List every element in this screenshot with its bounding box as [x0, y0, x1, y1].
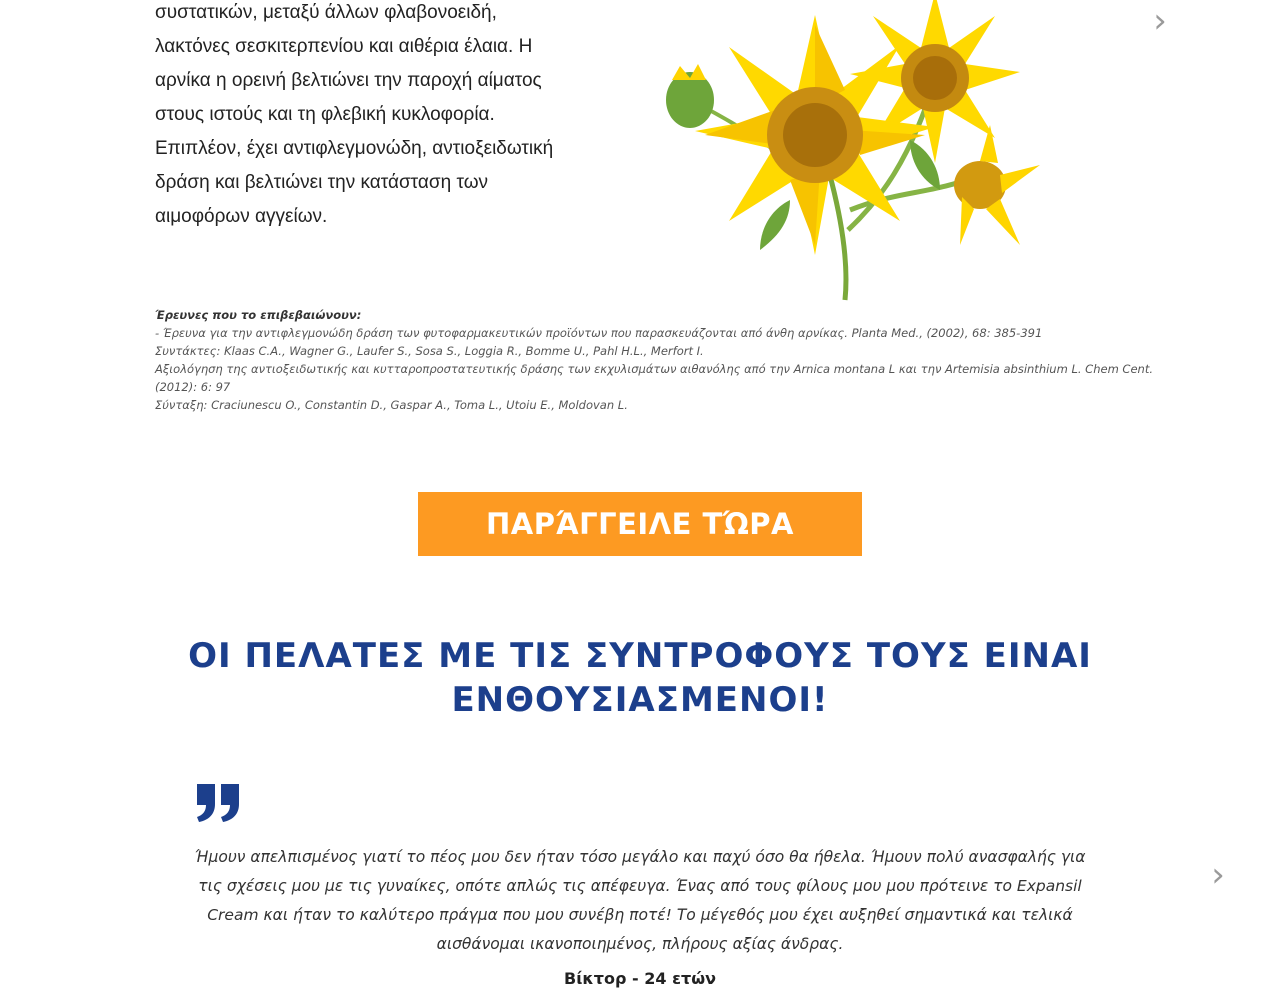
reviews-heading-line2: ΕΝΘΟΥΣΙΑΣΜΕΝΟΙ!: [451, 680, 829, 720]
reviews-heading-line1: ΟΙ ΠΕΛΑΤΕΣ ΜΕ ΤΙΣ ΣΥΝΤΡΟΦΟΥΣ ΤΟΥΣ ΕΙΝΑΙ: [188, 636, 1092, 676]
quote-icon: [195, 784, 241, 822]
research-line: Σύνταξη: Craciunescu O., Constantin D., Gaspar A., Toma L., Utoiu E., Moldovan L.: [155, 398, 628, 412]
research-line: Συντάκτες: Klaas C.A., Wagner G., Laufer S., Sosa S., Loggia R., Bomme U., Pahl H.L., Merfort I.: [155, 344, 704, 358]
order-now-button[interactable]: ΠΑΡΆΓΓΕΙΛΕ ΤΏΡΑ: [418, 492, 862, 556]
arnica-flowers-image: [610, 0, 1080, 305]
research-line: Αξιολόγηση της αντιοξειδωτικής και κυτταροπροστατευτικής δράσης των εκχυλισμάτων αιθανόλης από την Arnica montana L και την Artemisia absinthium L. Chem Cent.: [155, 362, 1153, 376]
ingredient-description: συστατικών, μεταξύ άλλων φλαβονοειδή, λακτόνες σεσκιτερπενίου και αιθέρια έλαια. Η αρνίκα η ορεινή βελτιώνει την παροχή αίματος στους ιστούς και τη φλεβική κυκλοφορία. Επιπλέον, έχει αντιφλεγμονώδη, αντιοξειδωτική δράση και βελτιώνει την κατάσταση των αιμοφόρων αγγείων.: [155, 2, 554, 227]
research-line: (2012): 6: 97: [155, 380, 231, 394]
research-line: - Έρευνα για την αντιφλεγμονώδη δράση των φυτοφαρμακευτικών προϊόντων που παρασκευάζονται από άνθη αρνίκας. Planta Med., (2002), 68: 385-391: [155, 326, 1043, 340]
carousel-next-button[interactable]: [1150, 1, 1170, 41]
chevron-right-icon: ›: [1153, 1, 1167, 41]
review-text: Ήμουν απελπισμένος γιατί το πέος μου δεν ήταν τόσο μεγάλο και παχύ όσο θα ήθελα. Ήμουν πολύ ανασφαλής για τις σχέσεις μου με τις γυναίκες, οπότε απλώς τις απέφευγα. Ένας από τους φίλους μου μου πρότεινε το Expansil Cream και ήταν το καλύτερο πράγμα που μου συνέβη ποτέ! Το μέγεθός μου έχει αυξηθεί σημαντικά και τελικά αισθάνομαι ικανοποιημένος, πλήρους αξίας άνδρας.: [194, 848, 1086, 953]
chevron-right-icon: ›: [1211, 855, 1225, 895]
reviews-heading: [140, 634, 1140, 722]
review-next-button[interactable]: [1208, 855, 1228, 895]
review-author: Βίκτορ - 24 ετών: [564, 969, 716, 988]
research-title: Έρευνες που το επιβεβαιώνουν:: [155, 308, 362, 322]
research-references: [155, 306, 1153, 414]
